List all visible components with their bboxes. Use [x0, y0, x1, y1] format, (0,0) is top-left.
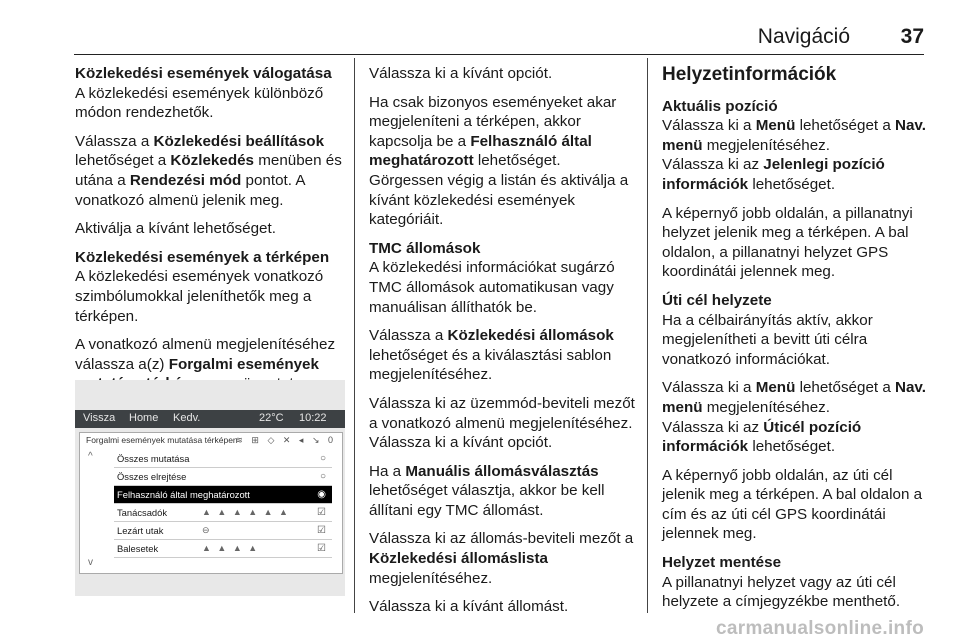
column-divider-2	[647, 58, 648, 613]
checkbox-icon: ☑	[317, 525, 326, 536]
section-heading: Közlekedési események a térképen	[75, 248, 330, 266]
paragraph: Ha a Manuális állomásválasztás lehetőséget választja, akkor be kell állítani egy TMC állomást.	[369, 462, 605, 519]
paragraph: A képernyő jobb oldalán, a pillanatnyi helyzet jelenik meg a térképen. A bal oldalon, a pillanatnyi helyzet GPS koordinátái jelennek meg.	[662, 204, 913, 281]
paragraph: A képernyő jobb oldalán, az úti cél jelenik meg a térképen. A bal oldalon a cím és az úti cél GPS koordinátái jelennek meg.	[662, 466, 923, 543]
menu-row-advisories[interactable]: Tanácsadók ▲ ▲ ▲ ▲ ▲ ▲ ☑	[114, 504, 332, 522]
page-header	[0, 0, 960, 56]
radio-icon: ○	[319, 453, 326, 464]
screen-top-bar	[75, 410, 345, 428]
menu-row-hide-all[interactable]: Összes elrejtése ○	[114, 468, 332, 486]
scroll-down-icon[interactable]: v	[88, 557, 93, 568]
clock-readout: 10:22	[299, 412, 327, 424]
paragraph: Válassza a Közlekedési beállítások lehetőséget a Közlekedés menüben és utána a Rendezési mód pontot. A vonatkozó almenü jelenik meg.	[75, 132, 342, 209]
paragraph: Válassza ki a Menü lehetőséget a Nav. menü megjelenítéséhez.	[662, 379, 926, 416]
paragraph: Aktiválja a kívánt lehetőséget.	[75, 220, 276, 238]
column-2	[369, 64, 637, 626]
no-entry-icon: ⊖	[202, 525, 212, 535]
scroll-up-icon[interactable]: ^	[88, 451, 93, 462]
paragraph: A közlekedési események különböző módon rendezhetők.	[75, 84, 324, 122]
paragraph: A közlekedési információkat sugárzó TMC állomások automatikusan vagy manuálisan állíthatók be.	[369, 259, 615, 316]
paragraph: Válassza a Közlekedési állomások lehetőséget és a kiválasztási sablon megjelenítéséhez.	[369, 327, 614, 384]
column-1	[75, 64, 345, 403]
checkbox-icon: ☑	[317, 507, 326, 518]
infotainment-screen-figure	[75, 380, 345, 596]
paragraph: Ha csak bizonyos eseményeket akar megjeleníteni a térképen, akkor kapcsolja be a Felhasználó által meghatározott lehetőséget.	[369, 93, 617, 170]
radio-icon: ○	[319, 471, 326, 482]
favourites-button[interactable]: Kedv.	[173, 412, 201, 424]
back-button[interactable]: Vissza	[83, 412, 116, 424]
paragraph: A vonatkozó almenü megjelenítéséhez válassza a(z) Forgalmi események	[75, 336, 336, 373]
header-rule	[74, 54, 924, 55]
paragraph: Válassza ki az Úticél pozíció információk lehetőséget.	[662, 418, 862, 456]
paragraph: Görgessen végig a listán és aktiválja a kívánt közlekedési események kategóriáit.	[369, 171, 629, 229]
paragraph: Válassza ki az állomás-beviteli mezőt a Közlekedési állomáslista megjelenítéséhez.	[369, 530, 634, 587]
warning-icons: ▲ ▲ ▲ ▲	[202, 543, 260, 553]
checkbox-icon: ☑	[317, 543, 326, 554]
column-divider-1	[354, 58, 355, 613]
paragraph: Válassza ki a kívánt opciót.	[369, 65, 553, 82]
paragraph: Válassza ki az Jelenlegi pozíció információk lehetőséget.	[662, 156, 885, 193]
section-heading: TMC állomások	[369, 239, 481, 257]
status-icons: ≋ ⊞ ◇ ✕ ◂ ↘ 0	[235, 435, 336, 445]
screen-menu	[79, 432, 343, 574]
paragraph: Ha a célbairányítás aktív, akkor megjelenítheti a bevitt úti célra vonatkozó információkat.	[662, 311, 873, 368]
paragraph: A pillanatnyi helyzet vagy az úti cél helyzete a címjegyzékbe menthető.	[662, 573, 901, 611]
menu-row-accidents[interactable]: Balesetek ▲ ▲ ▲ ▲ ☑	[114, 540, 332, 558]
menu-row-show-all[interactable]: Összes mutatása ○	[114, 450, 332, 468]
section-heading: Úti cél helyzete	[662, 291, 772, 309]
radio-selected-icon: ◉	[317, 489, 326, 500]
temperature-readout: 22°C	[259, 412, 284, 424]
home-button[interactable]: Home	[129, 412, 159, 424]
paragraph: Válassza ki a Menü lehetőséget a Nav. menü megjelenítéséhez.	[662, 117, 926, 154]
watermark: carmanualsonline.info	[716, 618, 924, 639]
paragraph: A közlekedési események vonatkozó szimbólumokkal jeleníthetők meg a térképen.	[75, 268, 324, 325]
column-3	[662, 65, 930, 621]
section-heading: Aktuális pozíció	[662, 97, 778, 115]
section-title: Helyzetinformációk	[662, 64, 837, 85]
warning-icons: ▲ ▲ ▲ ▲ ▲ ▲	[202, 507, 290, 517]
page-number: 37	[900, 25, 924, 48]
paragraph: Válassza ki a kívánt állomást.	[369, 598, 569, 616]
screen-caption: Forgalmi események mutatása térképen	[86, 435, 238, 445]
section-heading: Közlekedési események válogatása	[75, 65, 332, 82]
section-heading: Helyzet mentése	[662, 554, 782, 572]
menu-row-user-defined[interactable]: Felhasználó által meghatározott ◉	[114, 486, 332, 504]
menu-row-closed-roads[interactable]: Lezárt utak ⊖ ☑	[114, 522, 332, 540]
paragraph: Válassza ki az üzemmód-beviteli mezőt a vonatkozó almenü megjelenítéséhez. Válassza ki a kívánt opciót.	[369, 394, 635, 452]
page-title: Navigáció	[757, 25, 850, 48]
